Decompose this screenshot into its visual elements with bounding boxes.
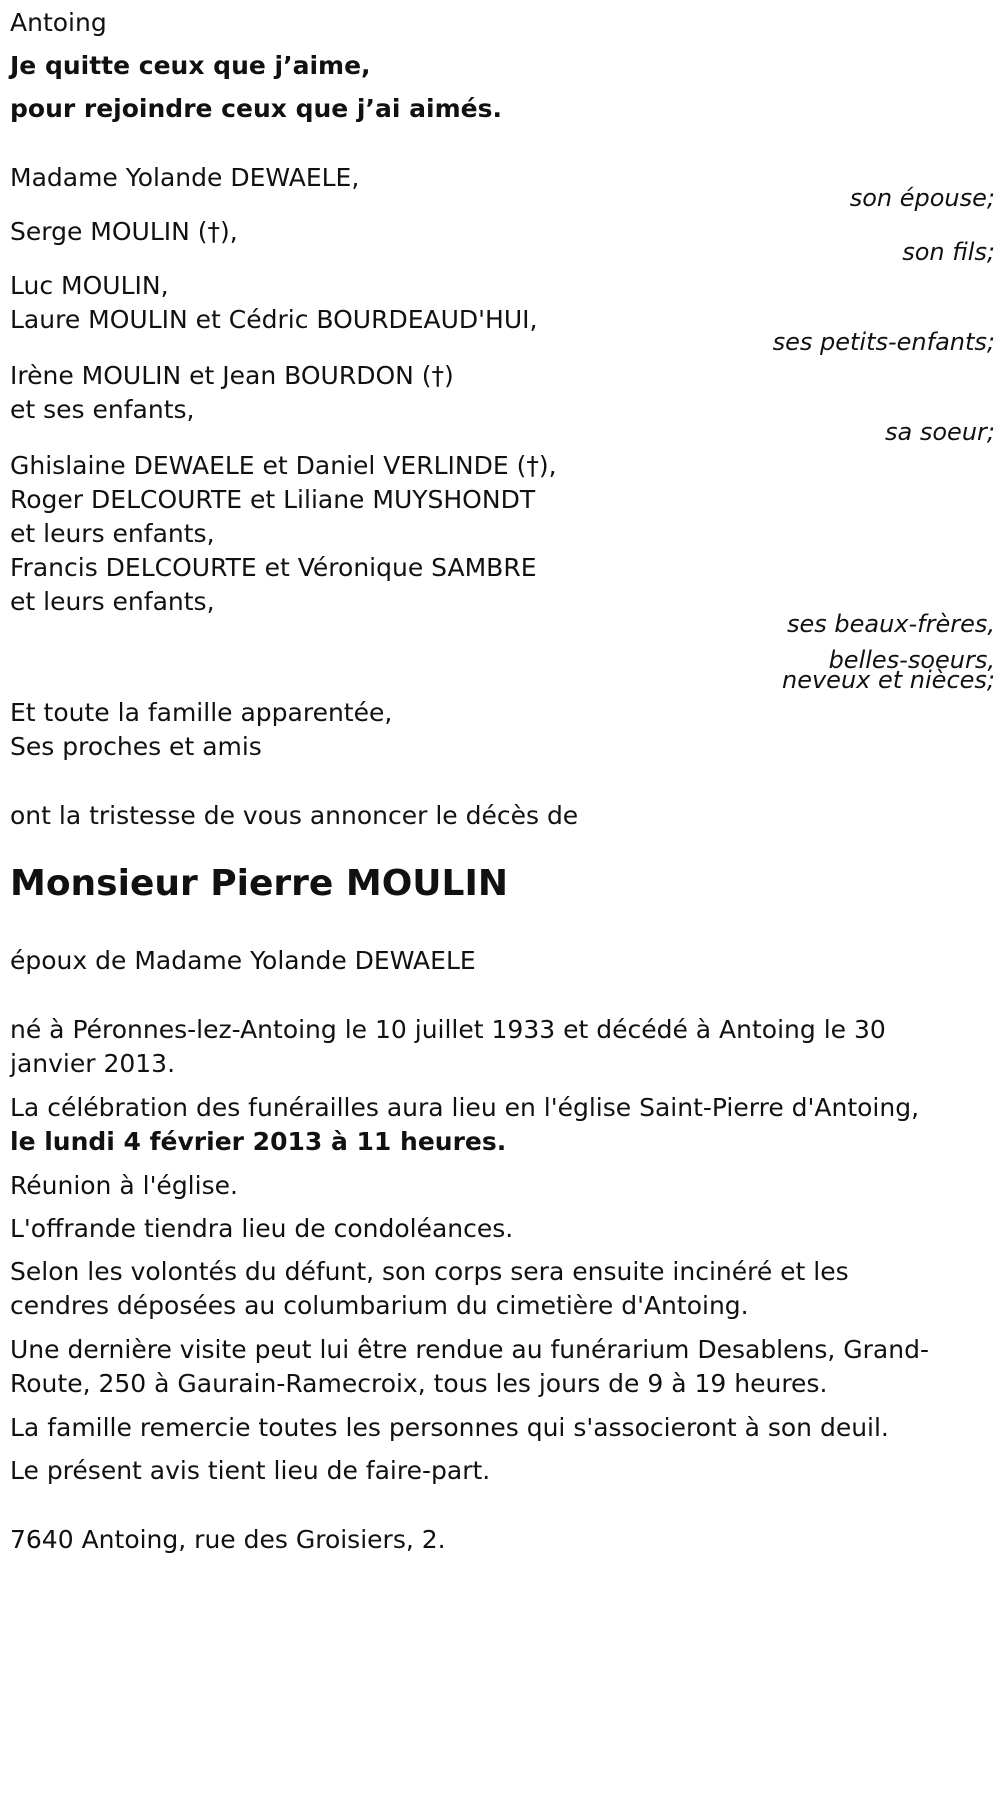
- announcement-text: ont la tristesse de vous annoncer le décès de: [10, 801, 579, 830]
- family-name: Roger DELCOURTE et Liliane MUYSHONDT: [10, 485, 536, 514]
- family-name: Francis DELCOURTE et Véronique SAMBRE: [10, 553, 537, 582]
- family-name: Serge MOULIN (†),: [10, 217, 238, 246]
- location-heading: Antoing: [10, 8, 107, 37]
- epitaph-line-2: pour rejoindre ceux que j’ai aimés.: [10, 94, 502, 123]
- family-relation: son fils;: [902, 238, 995, 266]
- family-relation: ses beaux-frères,: [786, 610, 995, 638]
- reunion-text: Réunion à l'église.: [10, 1171, 238, 1200]
- visit-line: Route, 250 à Gaurain-Ramecroix, tous les jours de 9 à 19 heures.: [10, 1369, 828, 1398]
- family-relation: belles-soeurs,: [828, 646, 995, 674]
- family-relation: son épouse;: [849, 184, 995, 212]
- deceased-name: Monsieur Pierre MOULIN: [10, 863, 509, 904]
- family-relation: neveux et nièces;: [782, 666, 995, 694]
- family-name: Madame Yolande DEWAELE,: [10, 163, 360, 192]
- epitaph-line-1: Je quitte ceux que j’aime,: [10, 51, 371, 80]
- family-name: Ghislaine DEWAELE et Daniel VERLINDE (†),: [10, 451, 557, 480]
- family-name: et ses enfants,: [10, 395, 195, 424]
- birth-death-line: né à Péronnes-lez-Antoing le 10 juillet 1933 et décédé à Antoing le 30: [10, 1015, 886, 1044]
- funeral-line: La célébration des funérailles aura lieu en l'église Saint-Pierre d'Antoing,: [10, 1093, 920, 1122]
- family-name: et leurs enfants,: [10, 587, 215, 616]
- cremation-line: Selon les volontés du défunt, son corps sera ensuite incinéré et les: [10, 1257, 849, 1286]
- thanks-text: La famille remercie toutes les personnes qui s'associeront à son deuil.: [10, 1413, 889, 1442]
- funeral-date-time: le lundi 4 février 2013 à 11 heures.: [10, 1127, 507, 1156]
- family-name: Laure MOULIN et Cédric BOURDEAUD'HUI,: [10, 305, 538, 334]
- family-name: Luc MOULIN,: [10, 271, 169, 300]
- extended-family-line: Ses proches et amis: [10, 732, 262, 761]
- spouse-line: époux de Madame Yolande DEWAELE: [10, 946, 476, 975]
- extended-family-line: Et toute la famille apparentée,: [10, 698, 393, 727]
- family-relation: sa soeur;: [885, 418, 995, 446]
- visit-line: Une dernière visite peut lui être rendue au funérarium Desablens, Grand-: [10, 1335, 929, 1364]
- birth-death-line: janvier 2013.: [10, 1049, 176, 1078]
- offering-text: L'offrande tiendra lieu de condoléances.: [10, 1214, 514, 1243]
- notice-text: Le présent avis tient lieu de faire-part.: [10, 1456, 491, 1485]
- family-name: Irène MOULIN et Jean BOURDON (†): [10, 361, 454, 390]
- family-name: et leurs enfants,: [10, 519, 215, 548]
- address-text: 7640 Antoing, rue des Groisiers, 2.: [10, 1525, 446, 1554]
- family-relation: ses petits-enfants;: [772, 328, 995, 356]
- cremation-line: cendres déposées au columbarium du cimetière d'Antoing.: [10, 1291, 749, 1320]
